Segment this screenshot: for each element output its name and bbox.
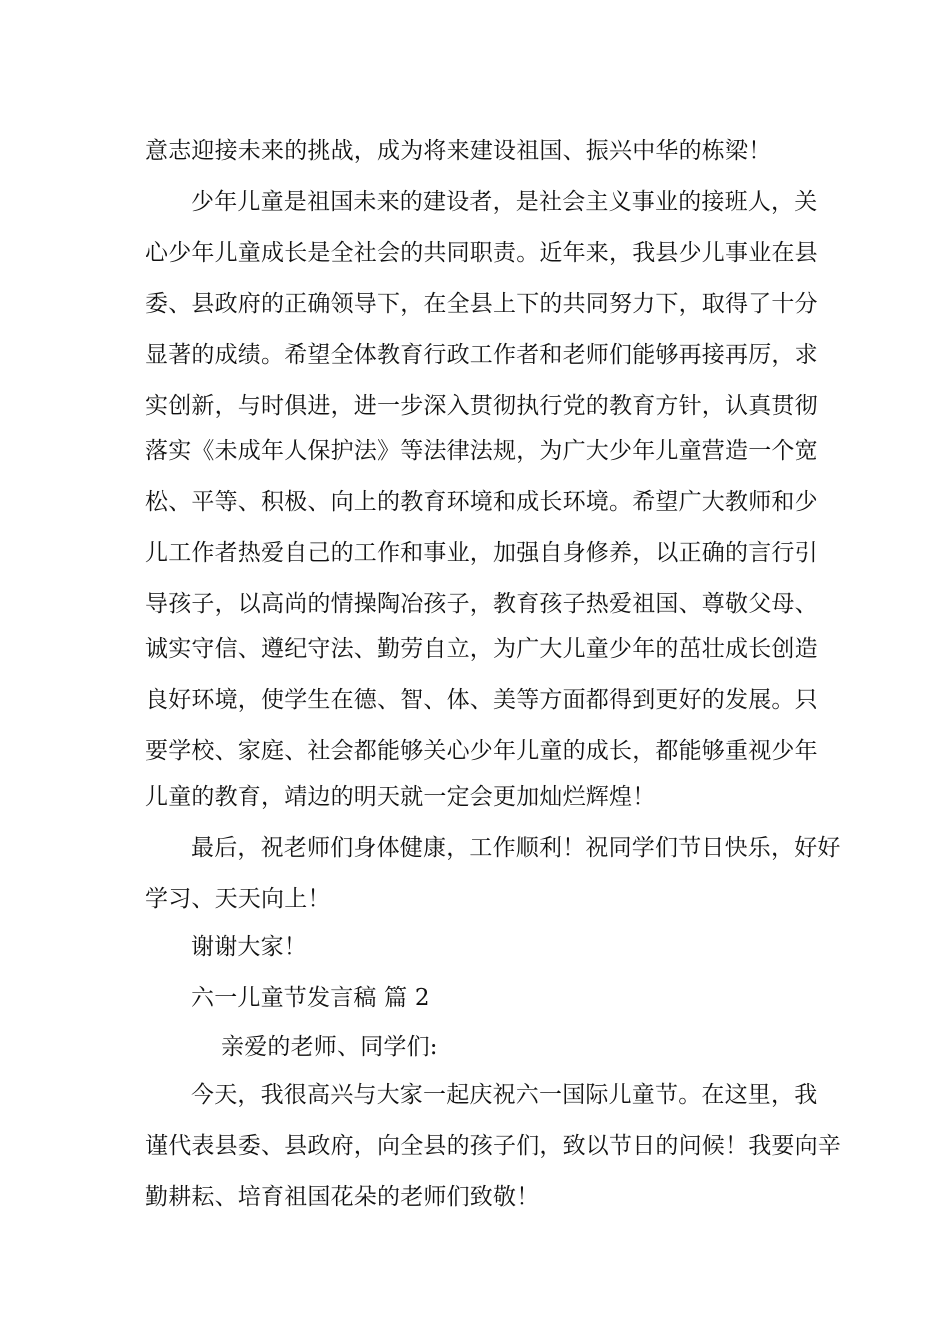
paragraph-line: 委、县政府的正确领导下，在全县上下的共同努力下，取得了十分 xyxy=(145,291,818,317)
paragraph-line: 良好环境，使学生在德、智、体、美等方面都得到更好的发展。只 xyxy=(145,687,818,713)
paragraph-line: 诚实守信、遵纪守法、勤劳自立，为广大儿童少年的茁壮成长创造 xyxy=(145,636,818,662)
paragraph-line: 儿童的教育，靖边的明天就一定会更加灿烂辉煌！ xyxy=(145,784,656,810)
paragraph-line: 最后，祝老师们身体健康，工作顺利！祝同学们节日快乐，好好 xyxy=(191,835,841,861)
paragraph-line: 实创新，与时俱进，进一步深入贯彻执行党的教育方针，认真贯彻 xyxy=(145,393,818,419)
paragraph-line: 少年儿童是祖国未来的建设者，是社会主义事业的接班人，关 xyxy=(191,189,818,215)
paragraph-line: 儿工作者热爱自己的工作和事业，加强自身修养，以正确的言行引 xyxy=(145,540,818,566)
paragraph-line: 今天，我很高兴与大家一起庆祝六一国际儿童节。在这里，我 xyxy=(191,1082,818,1108)
paragraph-line: 导孩子，以高尚的情操陶冶孩子，教育孩子热爱祖国、尊敬父母、 xyxy=(145,591,818,617)
paragraph-line: 心少年儿童成长是全社会的共同职责。近年来，我县少儿事业在县 xyxy=(145,240,818,266)
paragraph-line: 意志迎接未来的挑战，成为将来建设祖国、振兴中华的栋梁！ xyxy=(145,138,772,164)
paragraph-line: 勤耕耘、培育祖国花朵的老师们致敬！ xyxy=(145,1184,540,1210)
paragraph-line: 谨代表县委、县政府，向全县的孩子们，致以节日的问候！我要向辛 xyxy=(145,1133,841,1159)
paragraph-line: 落实《未成年人保护法》等法律法规，为广大少年儿童营造一个宽 xyxy=(145,438,818,464)
paragraph-line: 显著的成绩。希望全体教育行政工作者和老师们能够再接再厉，求 xyxy=(145,342,818,368)
paragraph-line: 松、平等、积极、向上的教育环境和成长环境。希望广大教师和少 xyxy=(145,489,818,515)
paragraph-line: 要学校、家庭、社会都能够关心少年儿童的成长，都能够重视少年 xyxy=(145,738,818,764)
salutation-line: 亲爱的老师、同学们: xyxy=(221,1034,438,1060)
paragraph-line: 谢谢大家！ xyxy=(191,934,307,960)
paragraph-line: 学习、天天向上！ xyxy=(145,886,331,912)
section-heading: 六一儿童节发言稿 篇 2 xyxy=(191,985,430,1011)
